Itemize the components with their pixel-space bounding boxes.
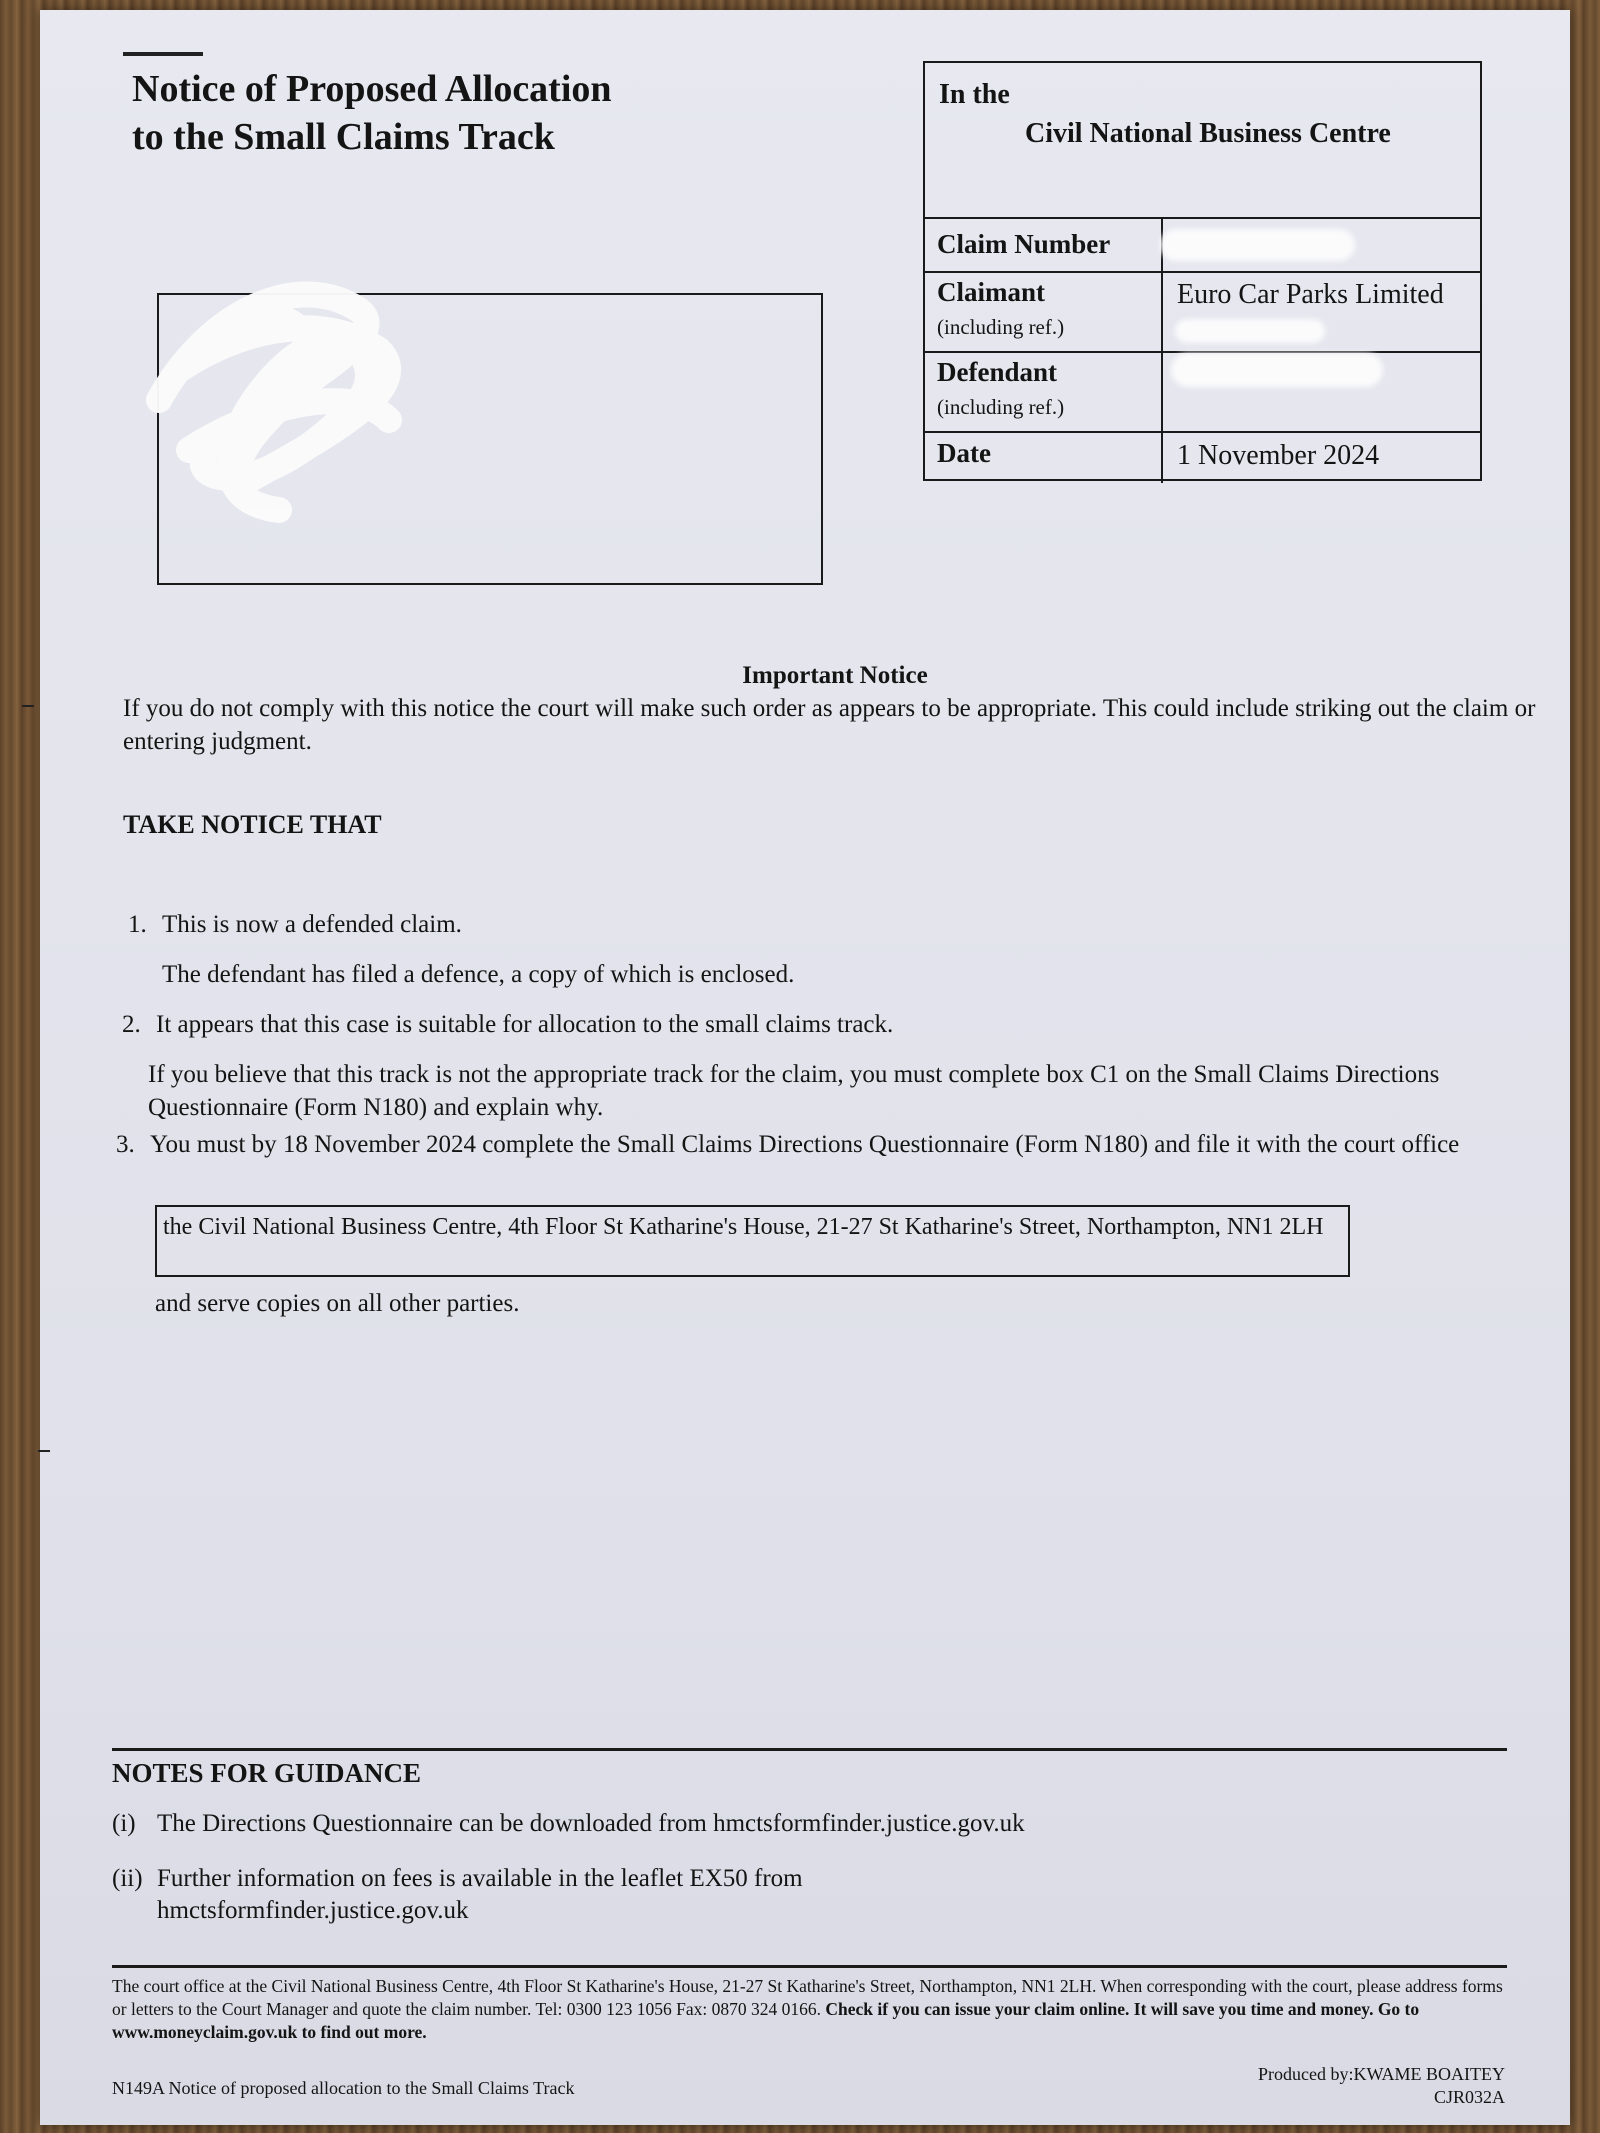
recipient-address-box <box>157 293 823 585</box>
item-3-text: You must by 18 November 2024 complete the Small Claims Directions Questionnaire (Form N180) and file it with the court office <box>150 1131 1460 1158</box>
court-name: Civil National Business Centre <box>1025 118 1391 149</box>
title-line-2: to the Small Claims Track <box>132 116 555 158</box>
title-rule <box>123 52 203 56</box>
defendant-sub-label: (including ref.) <box>937 395 1065 419</box>
redaction-scribble <box>119 250 449 540</box>
date-row <box>925 431 1480 481</box>
important-notice-text: If you do not comply with this notice the court will make such order as appears to be appropriate. This could include striking out the claim or entering judgment. <box>123 695 1536 755</box>
claimant-value: Euro Car Parks Limited <box>1177 279 1444 310</box>
claimant-row <box>925 271 1480 351</box>
date-value: 1 November 2024 <box>1177 440 1380 471</box>
note-2-number: (ii) <box>112 1865 143 1892</box>
item-2-detail: If you believe that this track is not the appropriate track for the claim, you must complete box C1 on the Small Claims Directions Questionnaire (Form N180) and explain why. <box>148 1061 1440 1121</box>
note-1-number: (i) <box>112 1810 136 1837</box>
important-notice-title: Important Notice <box>742 662 928 689</box>
margin-dash-2 <box>38 1450 50 1452</box>
footer-contact-text: The court office at the Civil National Business Centre, 4th Floor St Katharine's House, 21-27 St Katharine's Street, Northampton, NN1 2LH. When corresponding with the court, please address forms or letters to the Court Manager and quote the claim number. Tel: 0300 123 1056 Fax: 0870 324 0166. <box>112 1976 1503 2019</box>
note-1-text: The Directions Questionnaire can be downloaded from hmctsformfinder.justice.gov.uk <box>157 1810 1025 1837</box>
redacted-claim-number <box>1160 229 1355 261</box>
reference-code: CJR032A <box>1433 2087 1505 2107</box>
take-notice-heading: TAKE NOTICE THAT <box>123 810 382 839</box>
footer-text <box>112 1975 1507 2044</box>
date-label: Date <box>937 438 991 468</box>
form-identifier: N149A Notice of proposed allocation to the Small Claims Track <box>112 2078 575 2098</box>
redacted-claimant-ref <box>1175 319 1325 343</box>
court-office-address-box: the Civil National Business Centre, 4th Floor St Katharine's House, 21-27 St Katharine's Street, Northampton, NN1 2LH <box>155 1205 1350 1277</box>
produced-by: Produced by:KWAME BOAITEY <box>1258 2064 1505 2084</box>
footer-divider <box>112 1965 1507 1968</box>
claimant-label: Claimant <box>937 277 1045 307</box>
item-1-detail: The defendant has filed a defence, a copy of which is enclosed. <box>162 961 795 988</box>
item-3-detail: and serve copies on all other parties. <box>155 1290 520 1317</box>
notes-divider <box>112 1748 1507 1751</box>
court-info-table <box>923 61 1482 481</box>
title-line-1: Notice of Proposed Allocation <box>132 68 612 110</box>
claim-number-label: Claim Number <box>937 229 1111 259</box>
note-2-text: Further information on fees is available in the leaflet EX50 from hmctsformfinder.justice.gov.uk <box>157 1865 803 1924</box>
court-notice-paper <box>40 10 1570 2125</box>
claimant-sub-label: (including ref.) <box>937 315 1065 339</box>
in-the-label: In the <box>939 79 1010 110</box>
margin-dash <box>22 705 34 707</box>
item-2-text: It appears that this case is suitable for allocation to the small claims track. <box>156 1011 894 1038</box>
produced-by-block <box>1180 2063 1505 2109</box>
item-1-text: This is now a defended claim. <box>162 911 462 938</box>
claim-number-row <box>925 217 1480 271</box>
item-3-number: 3. <box>116 1131 135 1158</box>
defendant-row <box>925 351 1480 431</box>
document-title <box>132 65 612 161</box>
redacted-defendant <box>1171 353 1383 387</box>
notes-heading: NOTES FOR GUIDANCE <box>112 1758 422 1788</box>
item-1-number: 1. <box>128 911 147 938</box>
item-2-number: 2. <box>122 1011 141 1038</box>
footer-online-claim-text: Check if you can issue your claim online. It will save you time and money. Go to www.moneyclaim.gov.uk to find out more. <box>112 1999 1420 2042</box>
defendant-label: Defendant <box>937 357 1057 387</box>
